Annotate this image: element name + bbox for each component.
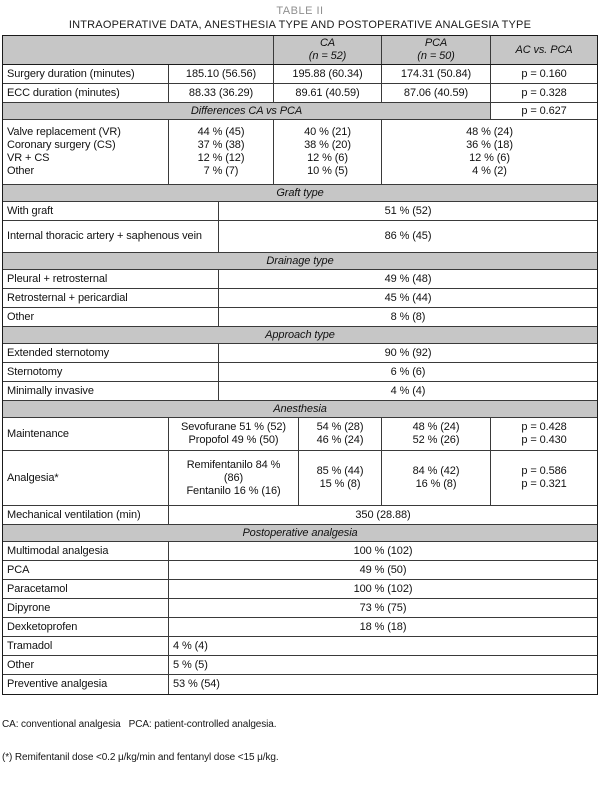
with-graft-value: 51 % (52)	[384, 204, 432, 217]
surgery-type-all-value: 12 % (12)	[197, 152, 245, 164]
row-analgesia	[3, 451, 597, 506]
extended-sternotomy-label: Extended sternotomy	[3, 344, 219, 362]
surgery-type-all-value: 7 % (7)	[203, 165, 239, 177]
row-maintenance	[3, 418, 597, 451]
maintenance-ca-line: 46 % (24)	[316, 434, 364, 446]
analgesia-p-line: p = 0.586	[521, 465, 567, 477]
footnote-abbreviations: CA: conventional analgesia PCA: patient-controlled analgesia.	[2, 719, 277, 730]
preventive-analgesia-label: Preventive analgesia	[3, 675, 169, 694]
analgesia-all-line: Fentanilo 16 % (16)	[186, 484, 281, 497]
band-anesthesia: Anesthesia	[3, 401, 597, 418]
row-surgery-types	[3, 120, 597, 185]
row-drainage-other	[3, 308, 597, 327]
analgesia-pca	[382, 451, 491, 505]
maintenance-all-line: Propofol 49 % (50)	[188, 434, 279, 446]
maintenance-ca-line: 54 % (28)	[316, 421, 364, 433]
internal-thoracic-value: 86 % (45)	[384, 230, 432, 242]
surgery-types-pca	[382, 120, 597, 184]
dipyrone-label: Dipyrone	[3, 599, 169, 617]
analgesia-p-line: p = 0.321	[521, 478, 567, 490]
band-postoperative-analgesia: Postoperative analgesia	[3, 525, 597, 542]
analgesia-all-line: (86)	[223, 471, 244, 484]
maintenance-all-line: Sevofurane 51 % (52)	[180, 421, 286, 433]
surgery-type-pca-value: 36 % (18)	[466, 139, 513, 151]
surgery-type-label: Coronary surgery (CS)	[7, 139, 116, 151]
row-sternotomy	[3, 363, 597, 382]
maintenance-pca-line: 48 % (24)	[412, 421, 460, 433]
surgery-type-label: VR + CS	[7, 152, 50, 164]
row-extended-sternotomy	[3, 344, 597, 363]
row-minimally-invasive	[3, 382, 597, 401]
row-surgery-duration	[3, 65, 597, 84]
surgery-types-all	[169, 120, 274, 184]
surgery-type-all-value: 37 % (38)	[197, 139, 245, 151]
row-differences	[3, 103, 597, 120]
surgery-duration-pca: 174.31 (50.84)	[382, 65, 491, 83]
analgesia-p	[491, 451, 597, 505]
drainage-other-value: 8 % (8)	[390, 310, 426, 323]
band-drainage-type: Drainage type	[3, 253, 597, 270]
maintenance-all	[169, 418, 299, 450]
ecc-duration-pca: 87.06 (40.59)	[382, 84, 491, 102]
minimally-invasive-label: Minimally invasive	[3, 382, 219, 400]
dipyrone-value: 73 % (75)	[359, 601, 407, 614]
minimally-invasive-value: 4 % (4)	[390, 384, 426, 397]
data-table	[2, 35, 598, 695]
pleural-retrosternal-value: 49 % (48)	[384, 272, 432, 285]
with-graft-label: With graft	[3, 202, 219, 220]
mechanical-ventilation-value: 350 (28.88)	[355, 508, 411, 521]
header-pca-n: (n = 50)	[417, 50, 455, 62]
header-pca-cell	[382, 36, 491, 64]
header-pca-label: PCA	[424, 37, 448, 49]
multimodal-analgesia-value: 100 % (102)	[353, 544, 413, 557]
surgery-duration-all: 185.10 (56.56)	[169, 65, 274, 83]
table-footnotes	[2, 697, 598, 785]
maintenance-label: Maintenance	[3, 418, 169, 450]
ecc-duration-p: p = 0.328	[521, 86, 567, 99]
tramadol-value: 4 % (4)	[173, 639, 208, 652]
row-dipyrone	[3, 599, 597, 618]
pca-label: PCA	[3, 561, 169, 579]
surgery-type-all-value: 44 % (45)	[197, 126, 245, 138]
ecc-duration-ca: 89.61 (40.59)	[274, 84, 382, 102]
analgesia-ca-line: 85 % (44)	[316, 465, 364, 477]
maintenance-p	[491, 418, 597, 450]
surgery-types-labels	[3, 120, 169, 184]
retrosternal-pericardial-label: Retrosternal + pericardial	[3, 289, 219, 307]
surgery-type-ca-value: 12 % (6)	[307, 152, 348, 164]
surgery-type-ca-value: 10 % (5)	[307, 165, 348, 177]
maintenance-pca	[382, 418, 491, 450]
row-internal-thoracic	[3, 221, 597, 253]
extended-sternotomy-value: 90 % (92)	[384, 346, 432, 359]
paracetamol-value: 100 % (102)	[353, 582, 413, 595]
row-pleural-retrosternal	[3, 270, 597, 289]
differences-label: Differences CA vs PCA	[3, 103, 491, 119]
internal-thoracic-label: Internal thoracic artery + saphenous vein	[3, 221, 219, 252]
analgesia-all	[169, 451, 299, 505]
ecc-duration-all: 88.33 (36.29)	[169, 84, 274, 102]
analgesia-pca-line: 16 % (8)	[415, 478, 457, 490]
ecc-duration-label: ECC duration (minutes)	[3, 84, 169, 102]
row-postop-other	[3, 656, 597, 675]
postop-other-value: 5 % (5)	[173, 658, 208, 671]
header-ca-cell	[274, 36, 382, 64]
surgery-types-ca	[274, 120, 382, 184]
header-ca-label: CA	[319, 37, 336, 49]
header-compare-cell: AC vs. PCA	[515, 43, 573, 56]
pca-value: 49 % (50)	[359, 563, 407, 576]
table-number: TABLE II	[276, 5, 324, 17]
surgery-type-ca-value: 40 % (21)	[304, 126, 351, 138]
analgesia-ca	[299, 451, 382, 505]
row-paracetamol	[3, 580, 597, 599]
surgery-duration-p: p = 0.160	[521, 67, 567, 80]
postop-other-label: Other	[3, 656, 169, 674]
row-preventive-analgesia	[3, 675, 597, 694]
row-mechanical-ventilation	[3, 506, 597, 525]
pleural-retrosternal-label: Pleural + retrosternal	[3, 270, 219, 288]
table-title: INTRAOPERATIVE DATA, ANESTHESIA TYPE AND POSTOPERATIVE ANALGESIA TYPE	[68, 19, 532, 31]
maintenance-ca	[299, 418, 382, 450]
mechanical-ventilation-label: Mechanical ventilation (min)	[3, 506, 169, 524]
sternotomy-label: Sternotomy	[3, 363, 219, 381]
row-ecc-duration	[3, 84, 597, 103]
paracetamol-label: Paracetamol	[3, 580, 169, 598]
analgesia-ca-line: 15 % (8)	[319, 478, 361, 490]
surgery-duration-label: Surgery duration (minutes)	[3, 65, 169, 83]
header-empty-cell	[3, 36, 274, 64]
header-ca-n: (n = 52)	[308, 50, 347, 62]
analgesia-label: Analgesia*	[3, 451, 169, 505]
row-pca	[3, 561, 597, 580]
preventive-analgesia-value: 53 % (54)	[173, 678, 220, 690]
dexketoprofen-label: Dexketoprofen	[3, 618, 169, 636]
header-row	[3, 36, 597, 65]
retrosternal-pericardial-value: 45 % (44)	[384, 291, 432, 304]
tramadol-label: Tramadol	[3, 637, 169, 655]
multimodal-analgesia-label: Multimodal analgesia	[3, 542, 169, 560]
row-retrosternal-pericardial	[3, 289, 597, 308]
surgery-type-pca-value: 12 % (6)	[469, 152, 510, 164]
maintenance-pca-line: 52 % (26)	[412, 434, 460, 446]
dexketoprofen-value: 18 % (18)	[359, 620, 407, 633]
band-approach-type: Approach type	[3, 327, 597, 344]
surgery-type-label: Other	[7, 165, 35, 177]
surgery-type-ca-value: 38 % (20)	[304, 139, 351, 151]
sternotomy-value: 6 % (6)	[390, 365, 426, 378]
surgery-type-label: Valve replacement (VR)	[7, 126, 121, 138]
row-with-graft	[3, 202, 597, 221]
band-graft-type: Graft type	[3, 185, 597, 202]
row-dexketoprofen	[3, 618, 597, 637]
analgesia-all-line: Remifentanilo 84 %	[186, 458, 281, 471]
maintenance-p-line: p = 0.428	[521, 421, 567, 433]
drainage-other-label: Other	[3, 308, 219, 326]
differences-p: p = 0.627	[521, 104, 567, 117]
maintenance-p-line: p = 0.430	[521, 434, 567, 446]
surgery-type-pca-value: 48 % (24)	[466, 126, 513, 138]
analgesia-pca-line: 84 % (42)	[412, 465, 460, 477]
table-caption	[0, 0, 600, 32]
row-tramadol	[3, 637, 597, 656]
row-multimodal-analgesia	[3, 542, 597, 561]
footnote-doses: (*) Remifentanil dose <0.2 μ/kg/min and fentanyl dose <15 μ/kg.	[2, 752, 279, 763]
surgery-type-pca-value: 4 % (2)	[472, 165, 507, 177]
surgery-duration-ca: 195.88 (60.34)	[274, 65, 382, 83]
